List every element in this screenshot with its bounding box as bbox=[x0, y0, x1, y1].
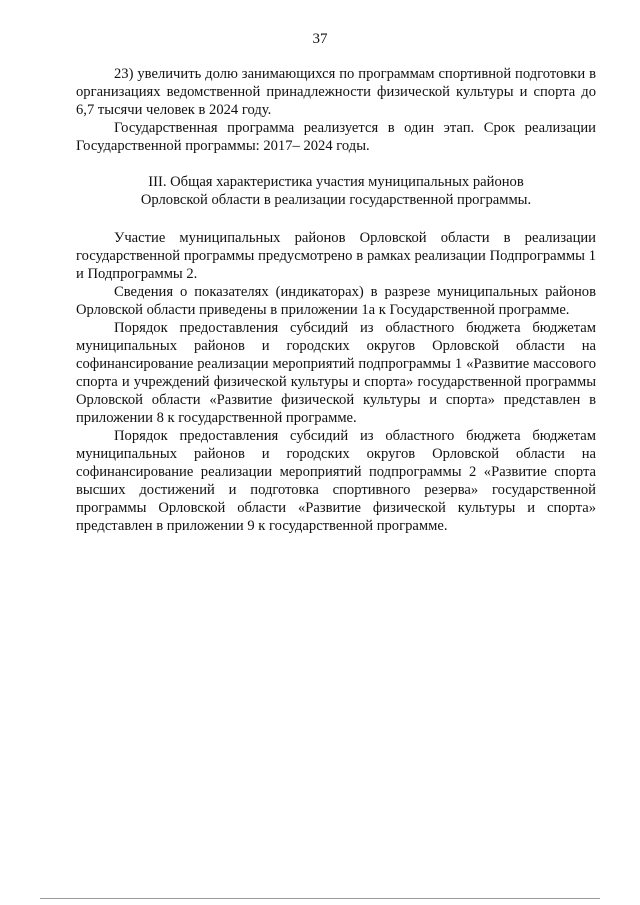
document-body bbox=[76, 65, 596, 535]
paragraph-subsidies-subprogram-2: Порядок предоставления субсидий из областного бюджета бюджетам муниципальных районов и городских округов Орловской области на софинансирование реализации мероприятий подпрограммы 2 «Развитие спорта высших достижений и подготовка спортивного резерва» государственной программы Орловской области «Развитие физической культуры и спорта» представлен в приложении 9 к государственной программе. bbox=[76, 428, 596, 534]
section-heading bbox=[76, 173, 596, 209]
section-heading-line-2: Орловской области в реализации государственной программы. bbox=[140, 192, 532, 208]
paragraph-subsidies-subprogram-1: Порядок предоставления субсидий из областного бюджета бюджетам муниципальных районов и городских округов Орловской области на софинансирование реализации мероприятий подпрограммы 1 «Развитие массового спорта и учреждений физической культуры и спорта» государственной программы Орловской области «Развитие физической культуры и спорта» представлен в приложении 8 к государственной программе. bbox=[76, 320, 596, 426]
section-heading-line-1: III. Общая характеристика участия муниципальных районов bbox=[148, 174, 524, 190]
page-number: 37 bbox=[312, 31, 328, 47]
paragraph-participation: Участие муниципальных районов Орловской области в реализации государственной программы предусмотрено в рамках реализации Подпрограммы 1 и Подпрограммы 2. bbox=[76, 230, 596, 282]
paragraph-indicators: Сведения о показателях (индикаторах) в разрезе муниципальных районов Орловской области приведены в приложении 1а к Государственной программе. bbox=[76, 284, 596, 318]
paragraph-indicator-23: 23) увеличить долю занимающихся по программам спортивной подготовки в организациях ведомственной принадлежности физической культуры и спорта до 6,7 тысячи человек в 2024 году. bbox=[76, 66, 596, 118]
page-bottom-edge bbox=[40, 898, 600, 899]
paragraph-program-stages: Государственная программа реализуется в один этап. Срок реализации Государственной программы: 2017– 2024 годы. bbox=[76, 120, 596, 154]
